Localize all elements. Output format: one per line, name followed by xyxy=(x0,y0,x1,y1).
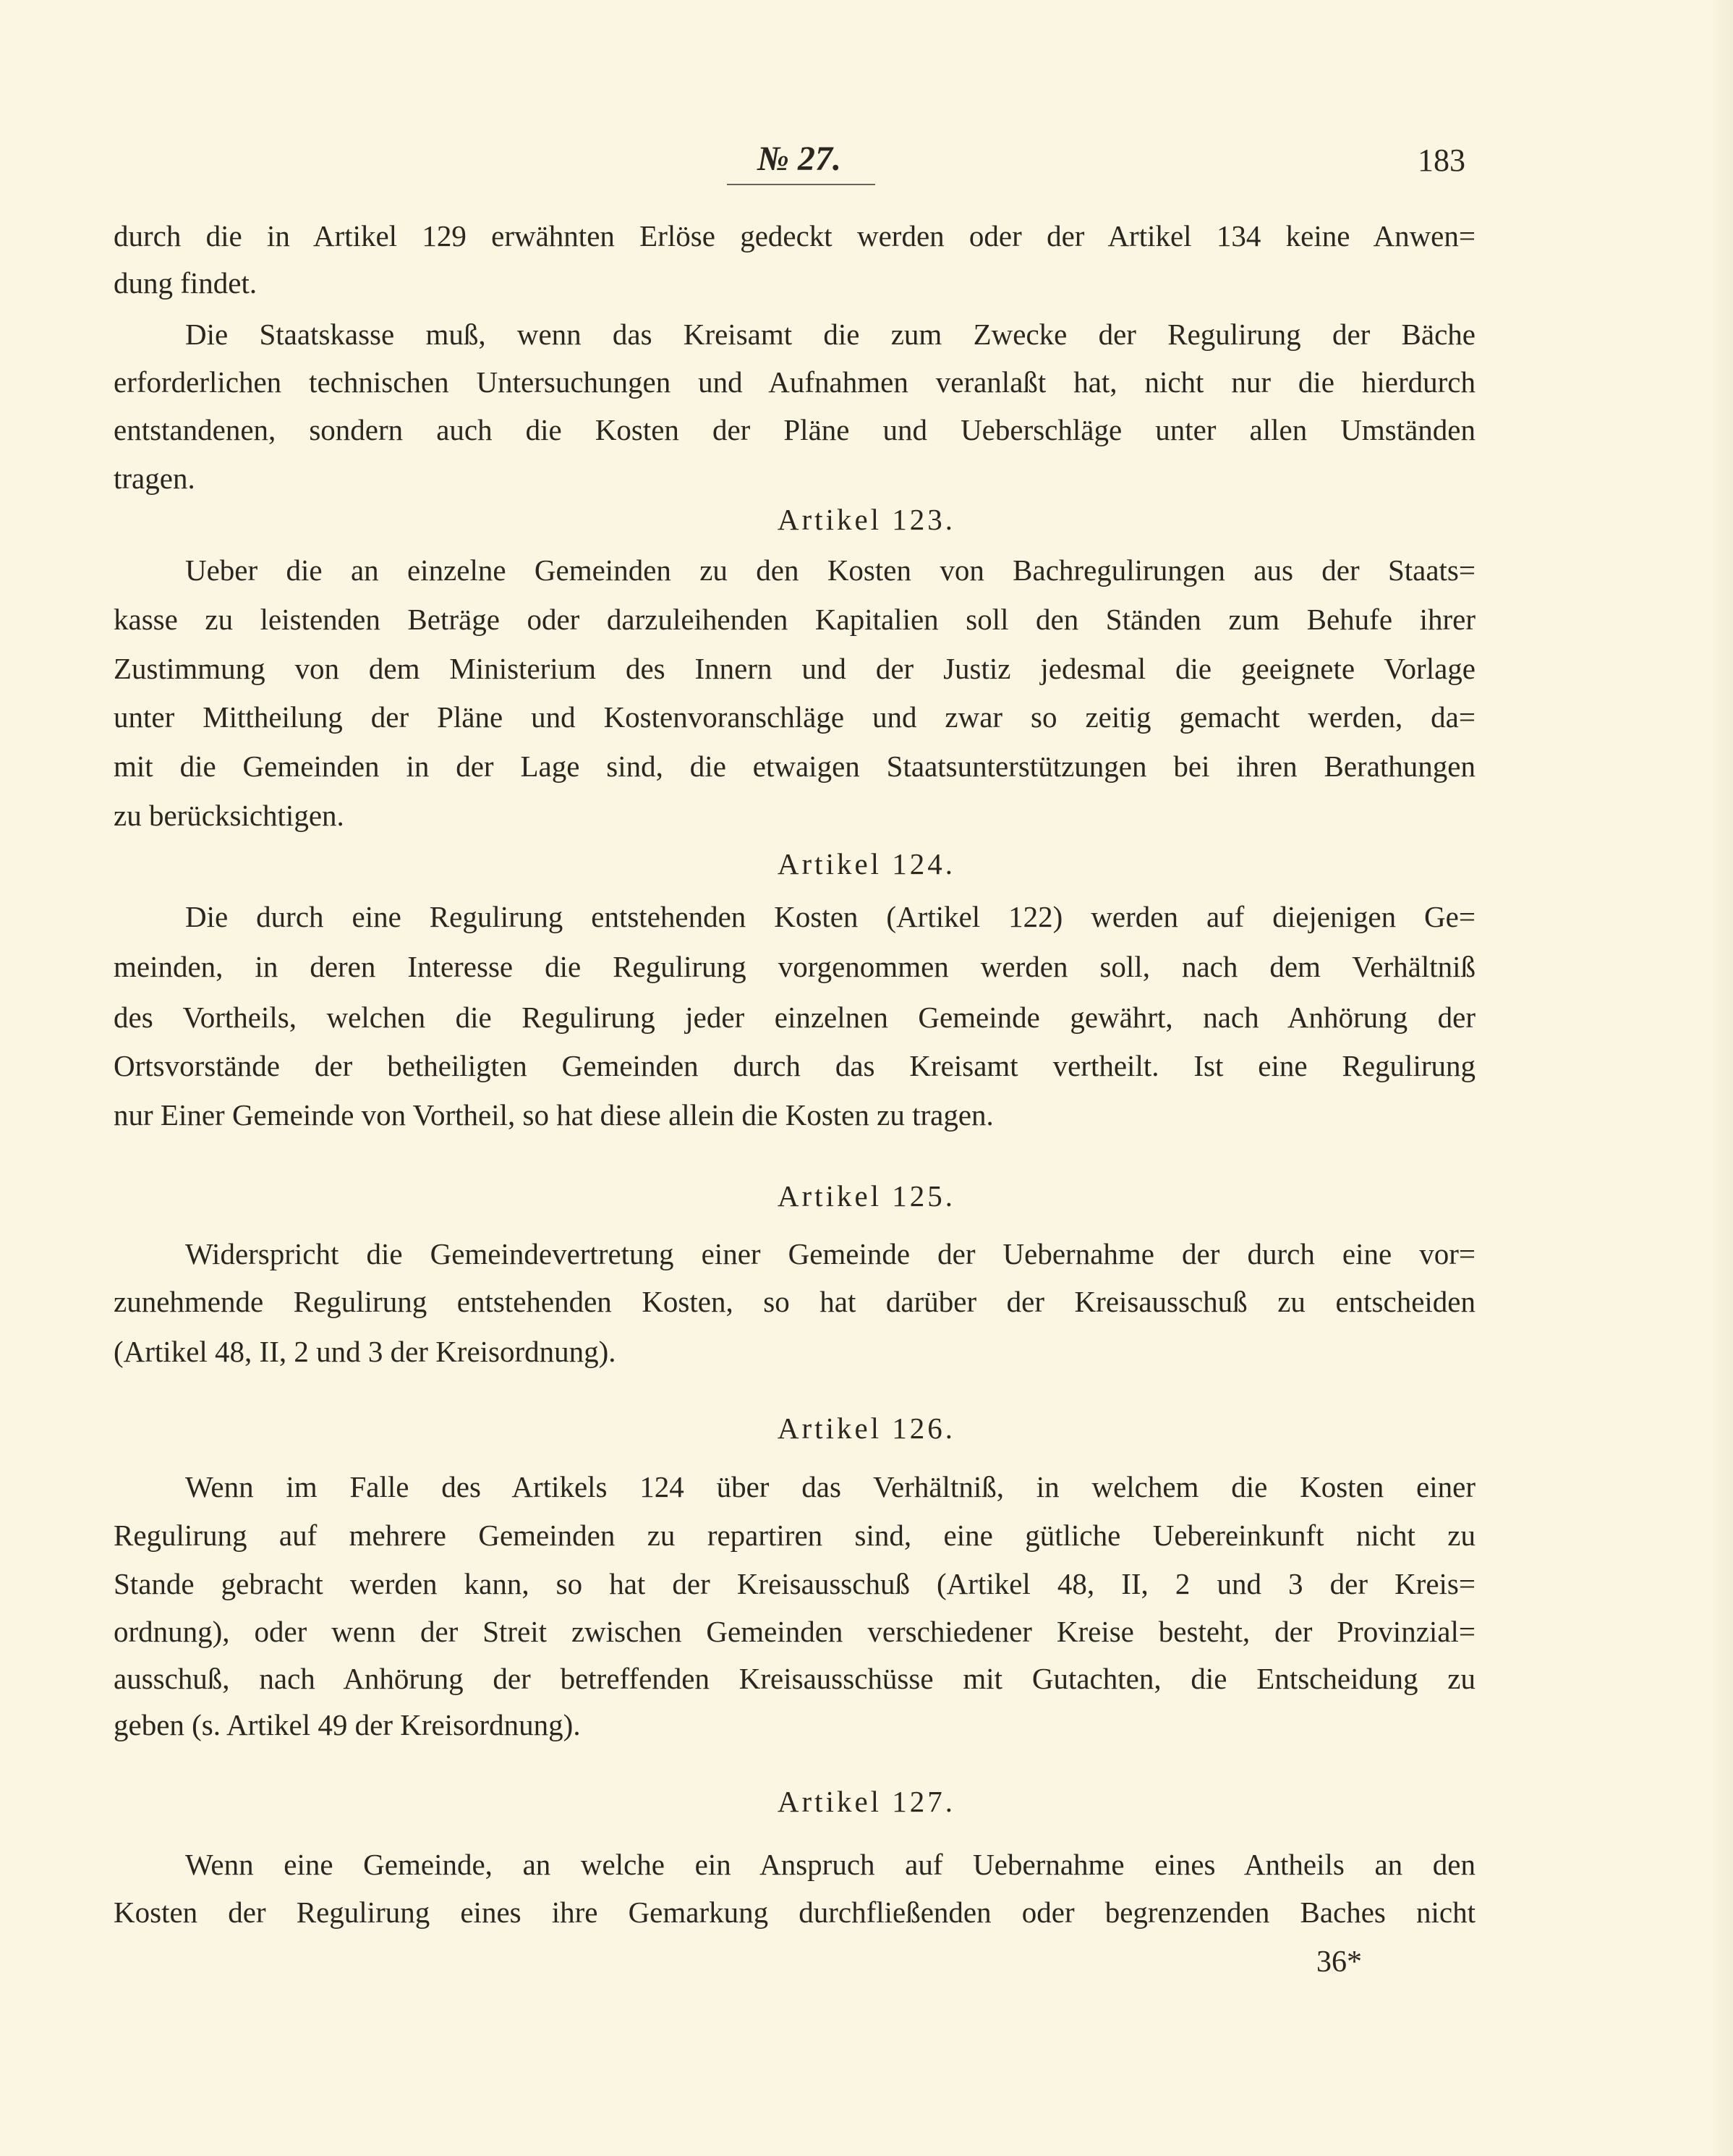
text-line: Widerspricht die Gemeindevertretung einer Gemeinde der Uebernahme der durch eine vor= xyxy=(185,1237,1476,1270)
text-line: zu berücksichtigen. xyxy=(114,799,344,832)
text-line: Stande gebracht werden kann, so hat der Kreisausschuß (Artikel 48, II, 2 und 3 der Kreis= xyxy=(114,1567,1476,1600)
article-heading: Artikel 127. xyxy=(777,1785,956,1818)
text-line: Ueber die an einzelne Gemeinden zu den Kosten von Bachregulirungen aus der Staats= xyxy=(185,553,1476,587)
text-line: Wenn im Falle des Artikels 124 über das Verhältniß, in welchem die Kosten einer xyxy=(185,1470,1476,1503)
article-heading: Artikel 126. xyxy=(777,1412,956,1445)
page-edge-shadow xyxy=(1711,0,1733,2156)
text-line: Zustimmung von dem Ministerium des Innern und der Justiz jedesmal die geeignete Vorlage xyxy=(114,652,1476,685)
text-line: unter Mittheilung der Pläne und Kostenvoranschläge und zwar so zeitig gemacht werden, da= xyxy=(114,700,1476,734)
text-line: erforderlichen technischen Untersuchungen und Aufnahmen veranlaßt hat, nicht nur die hierdurch xyxy=(114,365,1476,399)
text-line: Die Staatskasse muß, wenn das Kreisamt die zum Zwecke der Regulirung der Bäche xyxy=(185,318,1476,351)
text-line: zunehmende Regulirung entstehenden Kosten, so hat darüber der Kreisausschuß zu entscheiden xyxy=(114,1285,1476,1318)
text-line: ausschuß, nach Anhörung der betreffenden Kreisausschüsse mit Gutachten, die Entscheidung zu xyxy=(114,1662,1476,1695)
text-line: durch die in Artikel 129 erwähnten Erlöse gedeckt werden oder der Artikel 134 keine Anwen= xyxy=(114,219,1476,252)
text-line: dung findet. xyxy=(114,266,257,300)
text-line: tragen. xyxy=(114,462,195,495)
article-heading: Artikel 124. xyxy=(777,847,956,880)
text-line: Wenn eine Gemeinde, an welche ein Anspruch auf Uebernahme eines Antheils an den xyxy=(185,1848,1476,1881)
text-line: kasse zu leistenden Beträge oder darzuleihenden Kapitalien soll den Ständen zum Behufe ihrer xyxy=(114,603,1476,636)
article-heading: Artikel 123. xyxy=(777,503,956,536)
text-line: Die durch eine Regulirung entstehenden Kosten (Artikel 122) werden auf diejenigen Ge= xyxy=(185,900,1476,933)
text-line: ordnung), oder wenn der Streit zwischen Gemeinden verschiedener Kreise besteht, der Provinzial= xyxy=(114,1615,1476,1648)
article-heading: Artikel 125. xyxy=(777,1179,956,1213)
header-rule xyxy=(727,184,875,185)
text-line: (Artikel 48, II, 2 und 3 der Kreisordnung). xyxy=(114,1335,616,1368)
text-line: entstandenen, sondern auch die Kosten der Pläne und Ueberschläge unter allen Umständen xyxy=(114,413,1476,446)
text-line: Regulirung auf mehrere Gemeinden zu repartiren sind, eine gütliche Uebereinkunft nicht zu xyxy=(114,1519,1476,1552)
text-line: geben (s. Artikel 49 der Kreisordnung). xyxy=(114,1708,581,1741)
text-line: Kosten der Regulirung eines ihre Gemarkung durchfließenden oder begrenzenden Baches nicht xyxy=(114,1896,1476,1929)
text-line: Ortsvorstände der betheiligten Gemeinden durch das Kreisamt vertheilt. Ist eine Regulirung xyxy=(114,1049,1476,1082)
issue-number: № 27. xyxy=(757,140,841,178)
text-line: meinden, in deren Interesse die Regulirung vorgenommen werden soll, nach dem Verhältniß xyxy=(114,950,1476,983)
text-line: mit die Gemeinden in der Lage sind, die etwaigen Staatsunterstützungen bei ihren Berathungen xyxy=(114,750,1476,783)
page-number: 183 xyxy=(1418,143,1465,178)
text-line: des Vortheils, welchen die Regulirung jeder einzelnen Gemeinde gewährt, nach Anhörung der xyxy=(114,1001,1476,1034)
signature-mark: 36* xyxy=(1316,1945,1362,1979)
text-line: nur Einer Gemeinde von Vortheil, so hat diese allein die Kosten zu tragen. xyxy=(114,1098,994,1132)
